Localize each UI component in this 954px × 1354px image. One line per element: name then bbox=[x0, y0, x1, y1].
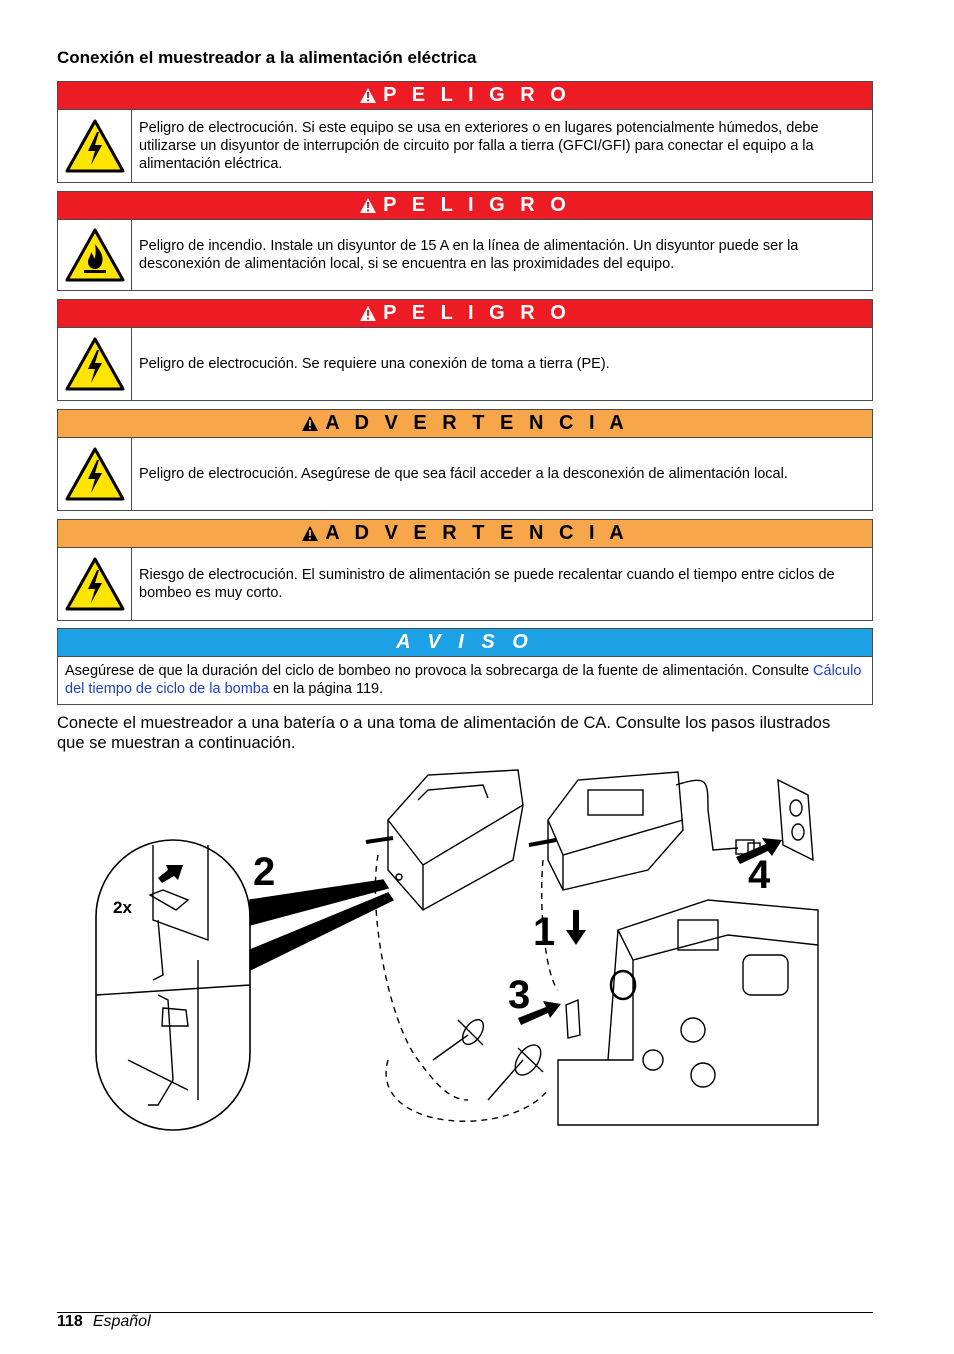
signal-word: A D V E R T E N C I A bbox=[325, 412, 629, 434]
alert-text: Peligro de incendio. Instale un disyuntor de 15 A en la línea de alimentación. Un disyuntor puede ser la desconexión de alimentación local, si se encuentra en las proximidades del equipo. bbox=[139, 238, 799, 272]
footer-divider bbox=[57, 1312, 873, 1313]
warning-alert-2 bbox=[57, 519, 873, 621]
step-2-label: 2 bbox=[253, 850, 276, 894]
electric-shock-icon bbox=[58, 548, 132, 620]
notice-text-before: Asegúrese de que la duración del ciclo de bombeo no provoca la sobrecarga de la fuente de alimentación. Consulte bbox=[65, 663, 814, 679]
cycle-time-link[interactable]: Cálculo del tiempo de ciclo de la bomba bbox=[65, 663, 862, 697]
danger-alert-3 bbox=[57, 299, 873, 401]
notice-banner bbox=[58, 629, 872, 657]
danger-alert-2 bbox=[57, 191, 873, 291]
signal-word: A D V E R T E N C I A bbox=[325, 522, 629, 544]
notice-text bbox=[58, 657, 872, 704]
electric-shock-icon bbox=[58, 438, 132, 510]
count-label: 2x bbox=[113, 898, 132, 917]
warning-triangle-icon bbox=[359, 197, 377, 214]
warning-banner bbox=[58, 410, 872, 438]
warning-triangle-icon bbox=[301, 415, 319, 432]
installation-illustration bbox=[88, 760, 828, 1140]
alert-text: Peligro de electrocución. Asegúrese de que sea fácil acceder a la desconexión de alimentación local. bbox=[139, 466, 788, 482]
signal-word: P E L I G R O bbox=[383, 302, 571, 324]
warning-triangle-icon bbox=[359, 87, 377, 104]
fire-hazard-icon bbox=[58, 220, 132, 290]
signal-word: P E L I G R O bbox=[383, 84, 571, 106]
step-3-label: 3 bbox=[508, 973, 531, 1017]
step-1-label: 1 bbox=[533, 910, 556, 954]
signal-word: A V I S O bbox=[396, 631, 534, 653]
alert-text: Riesgo de electrocución. El suministro de alimentación se puede recalentar cuando el tiempo entre ciclos de bombeo es muy corto. bbox=[139, 567, 835, 601]
notice-alert bbox=[57, 628, 873, 705]
warning-triangle-icon bbox=[301, 525, 319, 542]
step-4-label: 4 bbox=[748, 853, 771, 897]
notice-text-after: en la página 119. bbox=[268, 681, 384, 697]
signal-word: P E L I G R O bbox=[383, 194, 571, 216]
warning-banner bbox=[58, 520, 872, 548]
electric-shock-icon bbox=[58, 328, 132, 400]
instruction-paragraph: Conecte el muestreador a una batería o a una toma de alimentación de CA. Consulte los pasos ilustrados que se muestran a continuación. bbox=[57, 714, 831, 752]
danger-alert-1 bbox=[57, 81, 873, 183]
danger-banner bbox=[58, 82, 872, 110]
alert-text: Peligro de electrocución. Se requiere una conexión de toma a tierra (PE). bbox=[139, 356, 610, 372]
page-number: 118 bbox=[57, 1313, 83, 1330]
danger-banner bbox=[58, 300, 872, 328]
electric-shock-icon bbox=[58, 110, 132, 182]
warning-triangle-icon bbox=[359, 305, 377, 322]
page-footer bbox=[57, 1313, 151, 1331]
footer-language: Español bbox=[92, 1313, 151, 1330]
section-heading: Conexión el muestreador a la alimentación eléctrica bbox=[57, 48, 477, 67]
danger-banner bbox=[58, 192, 872, 220]
warning-alert-1 bbox=[57, 409, 873, 511]
alert-text: Peligro de electrocución. Si este equipo se usa en exteriores o en lugares potencialmente húmedos, debe utilizarse un disyuntor de interrupción de circuito por falla a tierra (GFCI/GFI) para conectar el equipo a la alimentación eléctrica. bbox=[139, 120, 819, 172]
